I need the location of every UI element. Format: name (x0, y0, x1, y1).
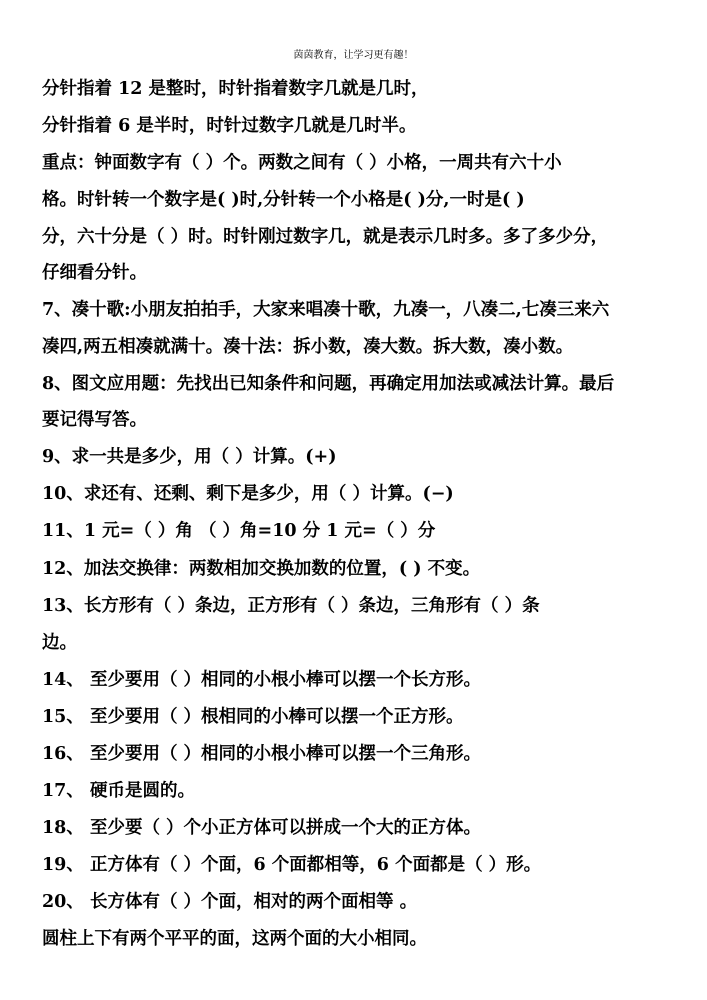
text-line: 20、 长方体有（ ）个面，相对的两个面相等 。 (42, 892, 418, 912)
text-line: 格。时针转一个数字是( )时,分针转一个小格是( )分,一时是( ) (42, 190, 525, 210)
text-line: 重点：钟面数字有（ ）个。两数之间有（ ）小格，一周共有六十小 (42, 153, 562, 173)
text-line: 18、 至少要（ ）个小正方体可以拼成一个大的正方体。 (42, 818, 482, 838)
text-line: 8、图文应用题：先找出已知条件和问题，再确定用加法或减法计算。最后 (42, 374, 615, 394)
text-line: 11、1 元=（ ）角 （ ）角=10 分 1 元=（ ）分 (42, 521, 436, 541)
text-line: 凑四,两五相凑就满十。凑十法：拆小数，凑大数。拆大数，凑小数。 (42, 337, 574, 357)
text-line: 10、求还有、还剩、剩下是多少，用（ ）计算。(−) (42, 484, 454, 504)
text-line: 9、求一共是多少，用（ ）计算。(+) (42, 447, 337, 467)
text-line: 分针指着 12 是整时，时针指着数字几就是几时， (42, 79, 429, 99)
text-line: 15、 至少要用（ ）根相同的小棒可以摆一个正方形。 (42, 707, 464, 727)
text-line: 仔细看分针。 (42, 263, 147, 283)
text-line: 14、 至少要用（ ）相同的小根小棒可以摆一个长方形。 (42, 670, 482, 690)
text-line: 分针指着 6 是半时，时针过数字几就是几时半。 (42, 116, 417, 136)
text-line: 分，六十分是（ ）时。时针刚过数字几，就是表示几时多。多了多少分， (42, 227, 609, 247)
text-line: 边。 (42, 633, 77, 653)
text-line: 16、 至少要用（ ）相同的小根小棒可以摆一个三角形。 (42, 744, 482, 764)
text-line: 12、加法交换律：两数相加交换加数的位置，( ) 不变。 (42, 559, 481, 579)
text-line: 圆柱上下有两个平平的面，这两个面的大小相同。 (42, 929, 427, 949)
text-line: 7、凑十歌:小朋友拍拍手，大家来唱凑十歌，九凑一，八凑二,七凑三来六 (42, 300, 610, 320)
page-header: 茵茵教育，让学习更有趣！ (293, 50, 414, 61)
text-line: 要记得写答。 (42, 410, 147, 430)
text-line: 17、 硬币是圆的。 (42, 781, 195, 801)
text-line: 19、 正方体有（ ）个面，6 个面都相等，6 个面都是（ ）形。 (42, 855, 542, 875)
text-line: 13、长方形有（ ）条边，正方形有（ ）条边，三角形有（ ）条 (42, 596, 540, 616)
